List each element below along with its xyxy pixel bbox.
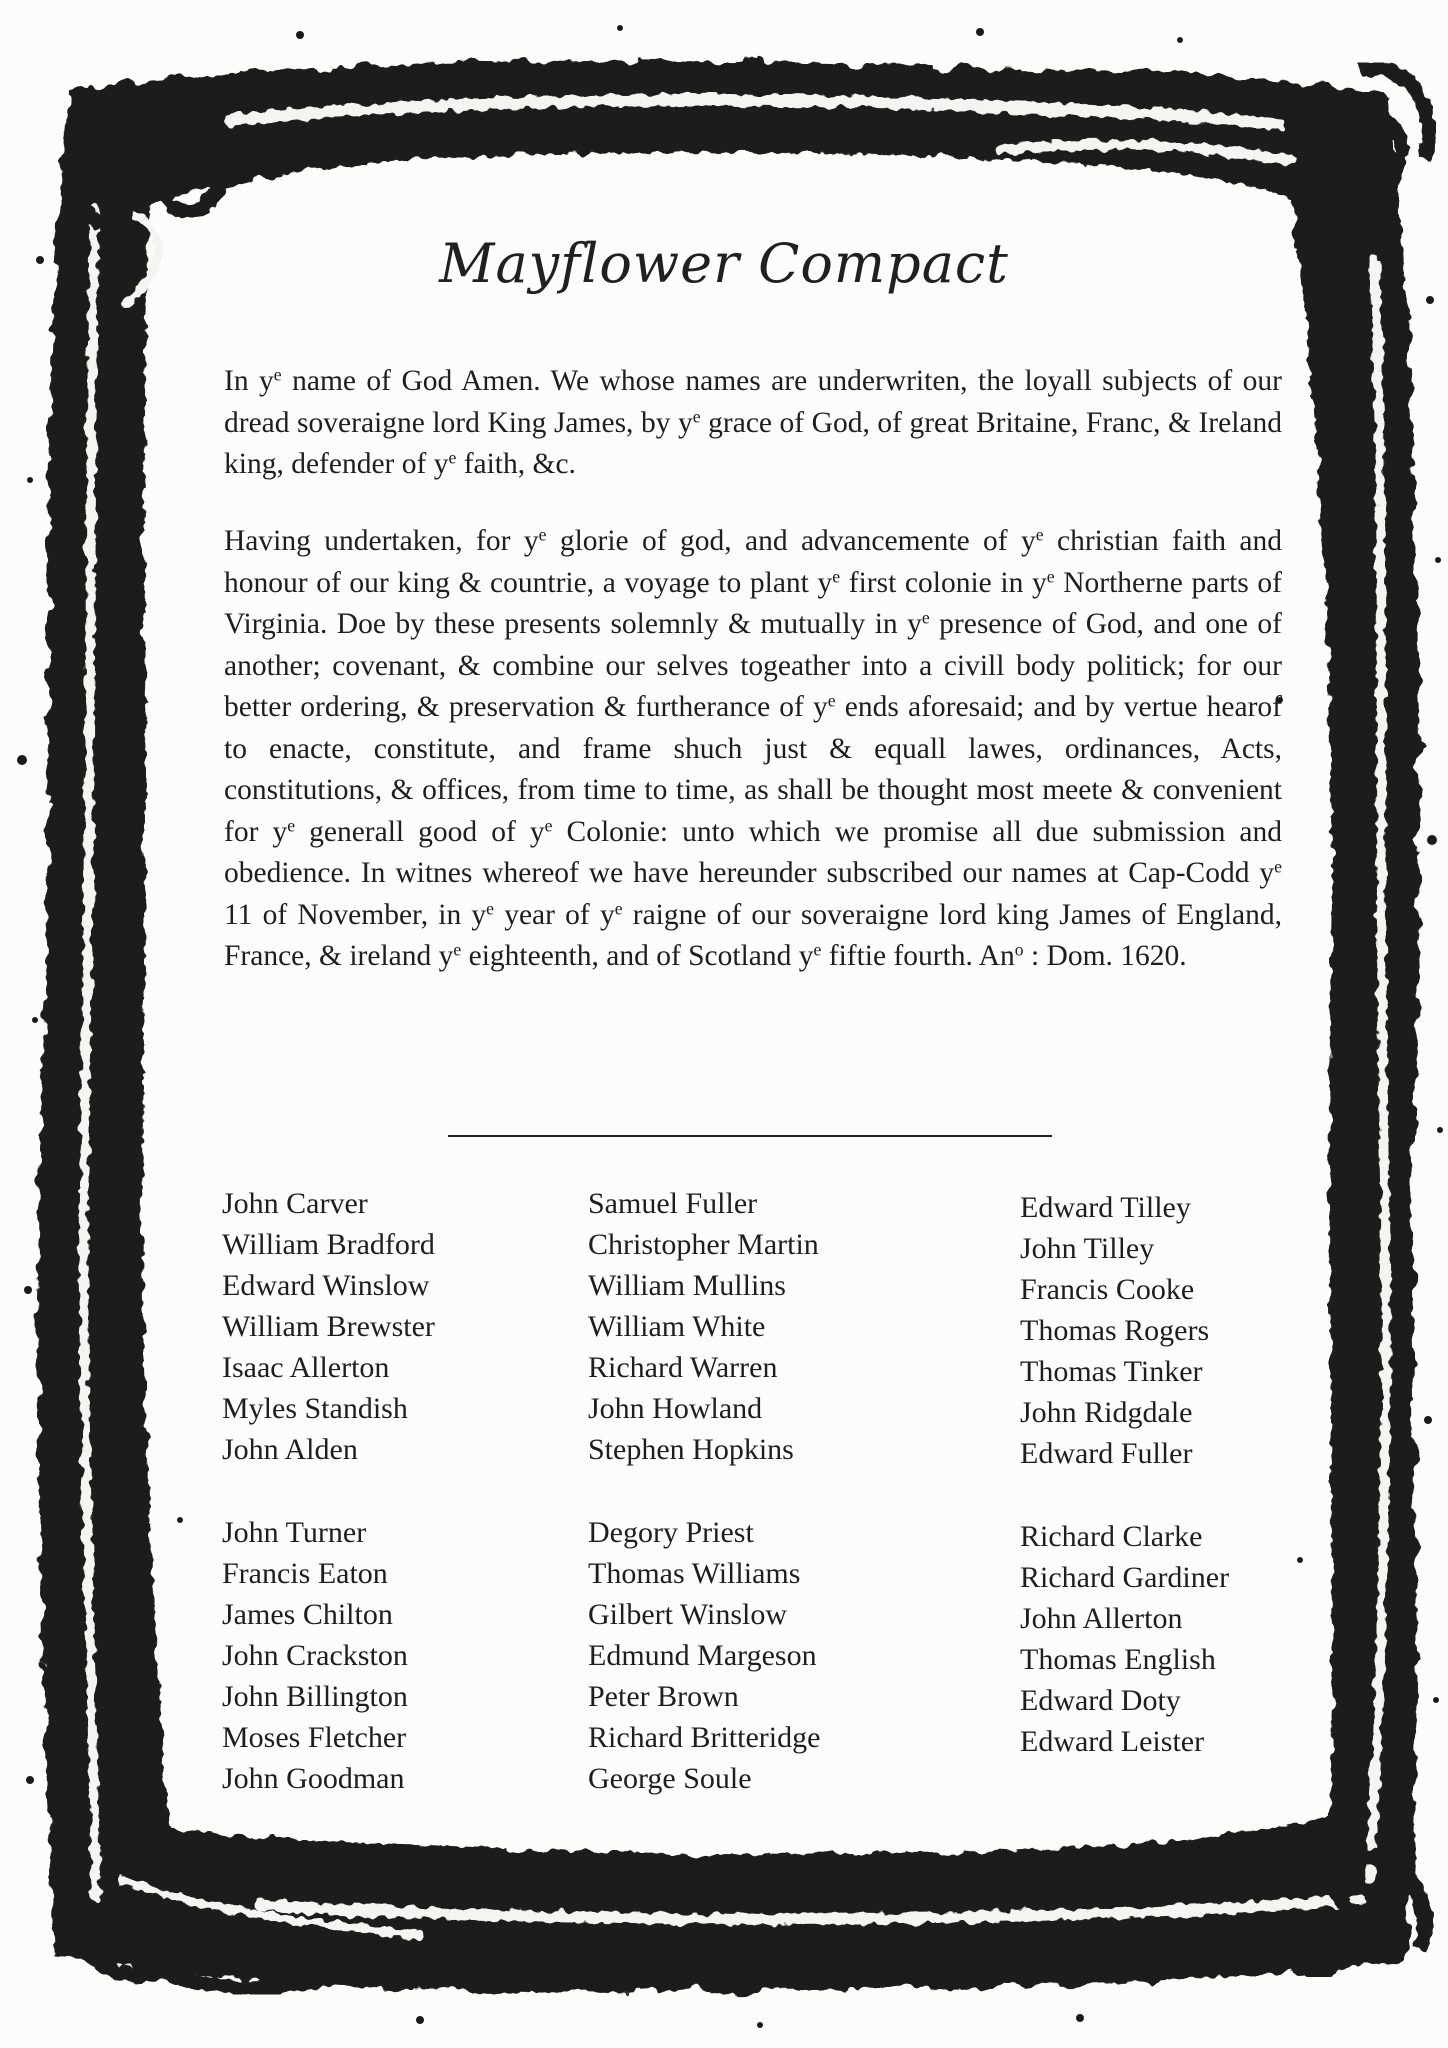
signer-name: Richard Clarke [1020, 1520, 1203, 1553]
ye-abbreviation: $y^e$ [1021, 524, 1044, 557]
signer-name: John Alden [222, 1433, 358, 1466]
signer-name: Isaac Allerton [222, 1351, 390, 1384]
superscript: o [1014, 939, 1024, 960]
signers-column [588, 1512, 820, 1799]
ye-abbreviation: $y^e$ [438, 939, 462, 972]
ye-abbreviation: $y^e$ [599, 897, 623, 931]
signer-name: Edward Fuller [1020, 1437, 1193, 1470]
signers-column [222, 1512, 408, 1799]
ye-abbreviation: $y^e$ [529, 814, 553, 848]
signer-name: William Bradford [222, 1228, 435, 1261]
signer-name: Edward Leister [1020, 1725, 1205, 1758]
ye-abbreviation: $y^e$ [678, 405, 701, 439]
signer-name: Richard Gardiner [1020, 1561, 1230, 1594]
paragraph-2: Having undertaken, for $y^e$ glorie of god, and advancemente of $y^e$ christian faith and honour of our king & countrie, a voyage to plant $y^e$ first colonie in $y^e$ Northerne parts of Virginia. Doe by these presents solemnly & mutually in $y^e$ presence of God, and one of another; covenant, & combine our selves togeather into a civill body politick; for our better ordering, & preservation & furtherance of $y^e$ ends aforesaid; and by vertue hearof to enacte, constitute, and frame shuch just & equall lawes, ordinances, Acts, constitutions, & offices, from time to time, as shall be thought most meete & convenient for $y^e$ generall good of $y^e$ Colonie: unto which we promise all due submission and obedience. In witnes whereof we have hereunder subscribed our names at Cap-Codd $y^e$ 11 of November, in $y^e$ year of $y^e$ raigne of our soveraigne lord king James of England, France, & ireland $y^e$ eighteenth, and of Scotland $y^e$ fiftie fourth. An$^o$ : Dom. 1620. [224, 524, 1282, 972]
signer-name: Samuel Fuller [588, 1187, 758, 1220]
ye-abbreviation: $y^e$ [1031, 565, 1055, 599]
signer-name: William White [588, 1310, 766, 1343]
signer-name: George Soule [588, 1762, 752, 1795]
signers-column [1020, 1516, 1229, 1762]
signer-name: John Goodman [222, 1762, 405, 1795]
signer-name: William Mullins [588, 1269, 786, 1302]
ye-abbreviation: $y^e$ [433, 447, 457, 480]
signer-name: John Ridgdale [1020, 1396, 1193, 1429]
signers-column [222, 1183, 435, 1470]
signer-name: Richard Britteridge [588, 1721, 821, 1754]
signer-name: Thomas English [1020, 1643, 1216, 1676]
signers-column [588, 1183, 819, 1470]
ye-abbreviation: $y^e$ [259, 364, 282, 397]
signer-name: Moses Fletcher [222, 1721, 407, 1754]
signer-name: William Brewster [222, 1310, 435, 1343]
ye-abbreviation: $y^e$ [523, 524, 547, 557]
ye-abbreviation: $y^e$ [471, 897, 495, 931]
signer-name: Francis Eaton [222, 1557, 388, 1590]
ye-abbreviation: $y^e$ [272, 814, 296, 848]
signer-name: Richard Warren [588, 1351, 778, 1384]
ye-abbreviation: $y^e$ [798, 939, 822, 972]
ye-abbreviation: $y^e$ [817, 565, 841, 599]
ye-abbreviation: $y^e$ [907, 607, 930, 640]
signer-name: Thomas Williams [588, 1557, 801, 1590]
signer-name: Myles Standish [222, 1392, 408, 1425]
signer-name: John Allerton [1020, 1602, 1183, 1635]
signers-column [1020, 1187, 1209, 1474]
signer-name: John Billington [222, 1680, 408, 1713]
signer-name: John Turner [222, 1516, 367, 1549]
ye-abbreviation: $y^e$ [1259, 856, 1282, 889]
signer-name: John Crackston [222, 1639, 408, 1672]
signer-name: Stephen Hopkins [588, 1433, 794, 1466]
signer-name: Edward Doty [1020, 1684, 1181, 1717]
signer-name: Christopher Martin [588, 1228, 819, 1261]
signer-name: John Howland [588, 1392, 763, 1425]
signer-name: Edward Winslow [222, 1269, 430, 1302]
signer-name: Edward Tilley [1020, 1191, 1191, 1224]
signer-name: Francis Cooke [1020, 1273, 1195, 1306]
signer-name: James Chilton [222, 1598, 393, 1631]
section-divider [448, 1135, 1052, 1137]
signer-name: Gilbert Winslow [588, 1598, 788, 1631]
paragraph-1: In $y^e$ name of God Amen. We whose names are underwriten, the loyall subjects of our dread soveraigne lord King James, by $y^e$ grace of God, of great Britaine, Franc, & Ireland king, defender of $y^e$ faith, &c. [224, 364, 1282, 480]
signer-name: Edmund Margeson [588, 1639, 817, 1672]
signer-name: Thomas Tinker [1020, 1355, 1203, 1388]
signer-name: John Carver [222, 1187, 368, 1220]
document-title: Mayflower Compact [439, 232, 1009, 295]
ye-abbreviation: $y^e$ [813, 690, 836, 723]
signer-name: Thomas Rogers [1020, 1314, 1210, 1347]
signer-name: Peter Brown [588, 1680, 739, 1713]
signer-name: John Tilley [1020, 1232, 1155, 1265]
signer-name: Degory Priest [588, 1516, 754, 1549]
